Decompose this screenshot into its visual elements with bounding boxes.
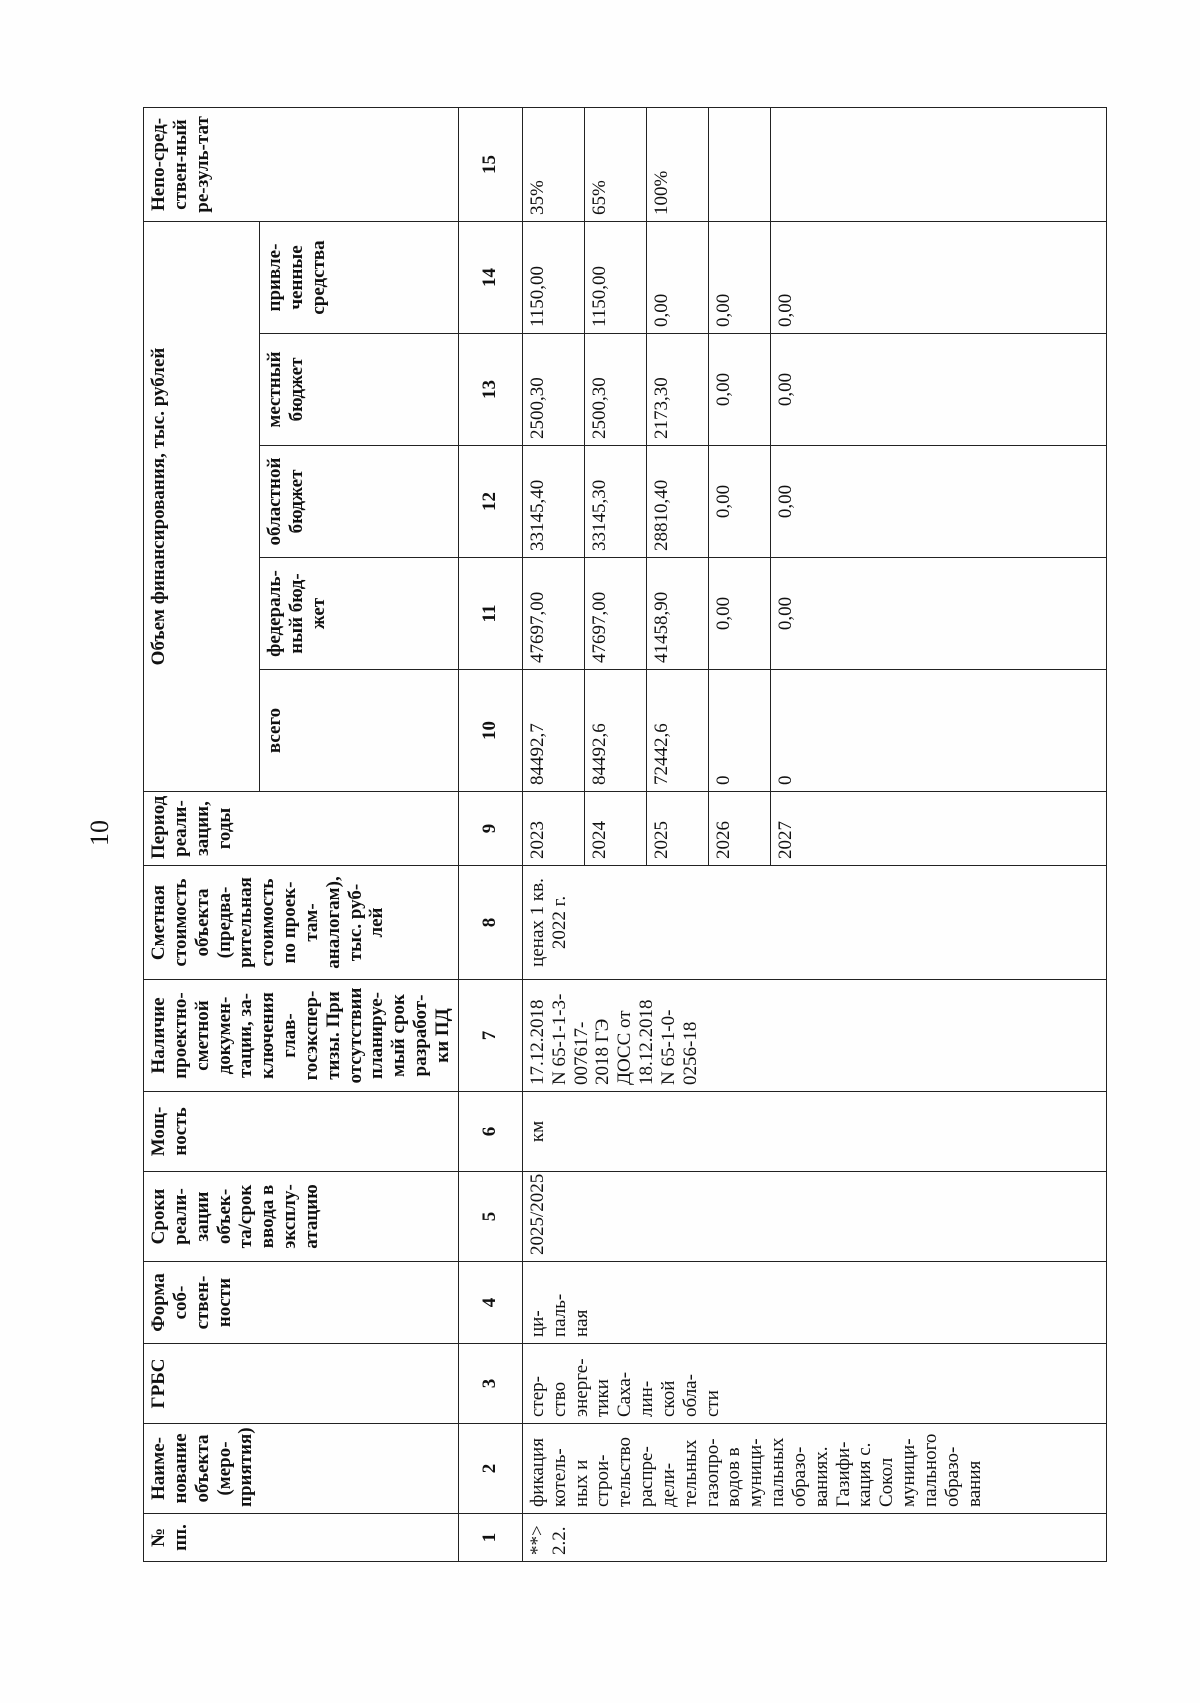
federal-cell: 47697,00 xyxy=(522,558,584,670)
colnum-7: 7 xyxy=(458,980,522,1092)
regional-cell: 33145,30 xyxy=(584,446,646,558)
header-terms: Сроки реали-зации объек-та/срок ввода в эксплу-атацию xyxy=(144,1172,459,1262)
attracted-cell: 0,00 xyxy=(708,221,770,333)
header-local: местный бюджет xyxy=(259,334,458,446)
colnum-1: 1 xyxy=(458,1514,522,1562)
federal-cell: 41458,90 xyxy=(646,558,708,670)
result-cell: 100% xyxy=(646,107,708,221)
regional-cell: 28810,40 xyxy=(646,446,708,558)
regional-cell: 0,00 xyxy=(708,446,770,558)
federal-cell: 0,00 xyxy=(708,558,770,670)
colnum-10: 10 xyxy=(458,670,522,792)
row-design-docs: 17.12.2018 N 65-1-1-3-007617-2018 ГЭ ДОСС от 18.12.2018 N 65-1-0-0256-18 xyxy=(522,980,1106,1092)
total-cell: 0 xyxy=(770,670,1106,792)
table-container xyxy=(143,108,1107,1562)
header-capacity: Мощ-ность xyxy=(144,1092,459,1172)
page-number: 10 xyxy=(85,820,114,846)
year-cell: 2026 xyxy=(708,792,770,866)
row-ownership: ци-паль-ная xyxy=(522,1262,1106,1344)
colnum-13: 13 xyxy=(458,334,522,446)
total-cell: 84492,7 xyxy=(522,670,584,792)
year-cell: 2025 xyxy=(646,792,708,866)
year-cell: 2024 xyxy=(584,792,646,866)
funding-table xyxy=(143,107,1107,1562)
total-cell: 72442,6 xyxy=(646,670,708,792)
colnum-5: 5 xyxy=(458,1172,522,1262)
result-cell: 35% xyxy=(522,107,584,221)
header-total: всего xyxy=(259,670,458,792)
colnum-12: 12 xyxy=(458,446,522,558)
total-cell: 84492,6 xyxy=(584,670,646,792)
colnum-9: 9 xyxy=(458,792,522,866)
total-cell: 0 xyxy=(708,670,770,792)
attracted-cell: 1150,00 xyxy=(522,221,584,333)
attracted-cell: 0,00 xyxy=(770,221,1106,333)
colnum-15: 15 xyxy=(458,107,522,221)
colnum-14: 14 xyxy=(458,221,522,333)
local-cell: 0,00 xyxy=(770,334,1106,446)
result-cell xyxy=(770,107,1106,221)
colnum-11: 11 xyxy=(458,558,522,670)
year-cell: 2027 xyxy=(770,792,1106,866)
row-terms: 2025/2025 xyxy=(522,1172,1106,1262)
result-cell xyxy=(708,107,770,221)
row-grbs: стер-ство энерге-тики Саха-лин-ской обла-сти xyxy=(522,1344,1106,1424)
header-name: Наиме-нование объекта (меро-приятия) xyxy=(144,1424,459,1514)
regional-cell: 0,00 xyxy=(770,446,1106,558)
local-cell: 2500,30 xyxy=(584,334,646,446)
attracted-cell: 0,00 xyxy=(646,221,708,333)
local-cell: 2500,30 xyxy=(522,334,584,446)
row-cost: ценах 1 кв. 2022 г. xyxy=(522,866,1106,980)
colnum-8: 8 xyxy=(458,866,522,980)
year-cell: 2023 xyxy=(522,792,584,866)
local-cell: 2173,30 xyxy=(646,334,708,446)
result-cell: 65% xyxy=(584,107,646,221)
regional-cell: 33145,40 xyxy=(522,446,584,558)
header-federal: федераль-ный бюд-жет xyxy=(259,558,458,670)
header-result: Непо-сред-ствен-ный ре-зуль-тат xyxy=(144,107,459,221)
colnum-3: 3 xyxy=(458,1344,522,1424)
header-num: № пп. xyxy=(144,1514,459,1562)
colnum-6: 6 xyxy=(458,1092,522,1172)
header-grbs: ГРБС xyxy=(144,1344,459,1424)
colnum-2: 2 xyxy=(458,1424,522,1514)
colnum-4: 4 xyxy=(458,1262,522,1344)
header-cost: Сметная стоимость объекта (предва-рительная стоимость по проек-там-аналогам), тыс. руб-лей xyxy=(144,866,459,980)
attracted-cell: 1150,00 xyxy=(584,221,646,333)
row-name: фикация котель-ных и строи-тельство распре-дели-тельных газопро-водов в муници-пальных образо-ваниях. Газифи-кация с. Сокол муници-пального образо-вания xyxy=(522,1424,1106,1514)
row-number: **> 2.2. xyxy=(522,1514,1106,1562)
header-ownership: Форма соб-ствен-ности xyxy=(144,1262,459,1344)
row-capacity: км xyxy=(522,1092,1106,1172)
header-regional: областной бюджет xyxy=(259,446,458,558)
header-attracted: привле-ченные средства xyxy=(259,221,458,333)
table-row xyxy=(522,107,584,1561)
header-design-docs: Наличие проектно-сметной докумен-тации, за-ключения глав-госэкспер-тизы. При отсутствии планируе-мый срок разработ-ки ПД xyxy=(144,980,459,1092)
header-period: Период реали-зации, годы xyxy=(144,792,459,866)
federal-cell: 47697,00 xyxy=(584,558,646,670)
federal-cell: 0,00 xyxy=(770,558,1106,670)
local-cell: 0,00 xyxy=(708,334,770,446)
header-funding-group: Объем финансирования, тыс. рублей xyxy=(144,221,260,791)
